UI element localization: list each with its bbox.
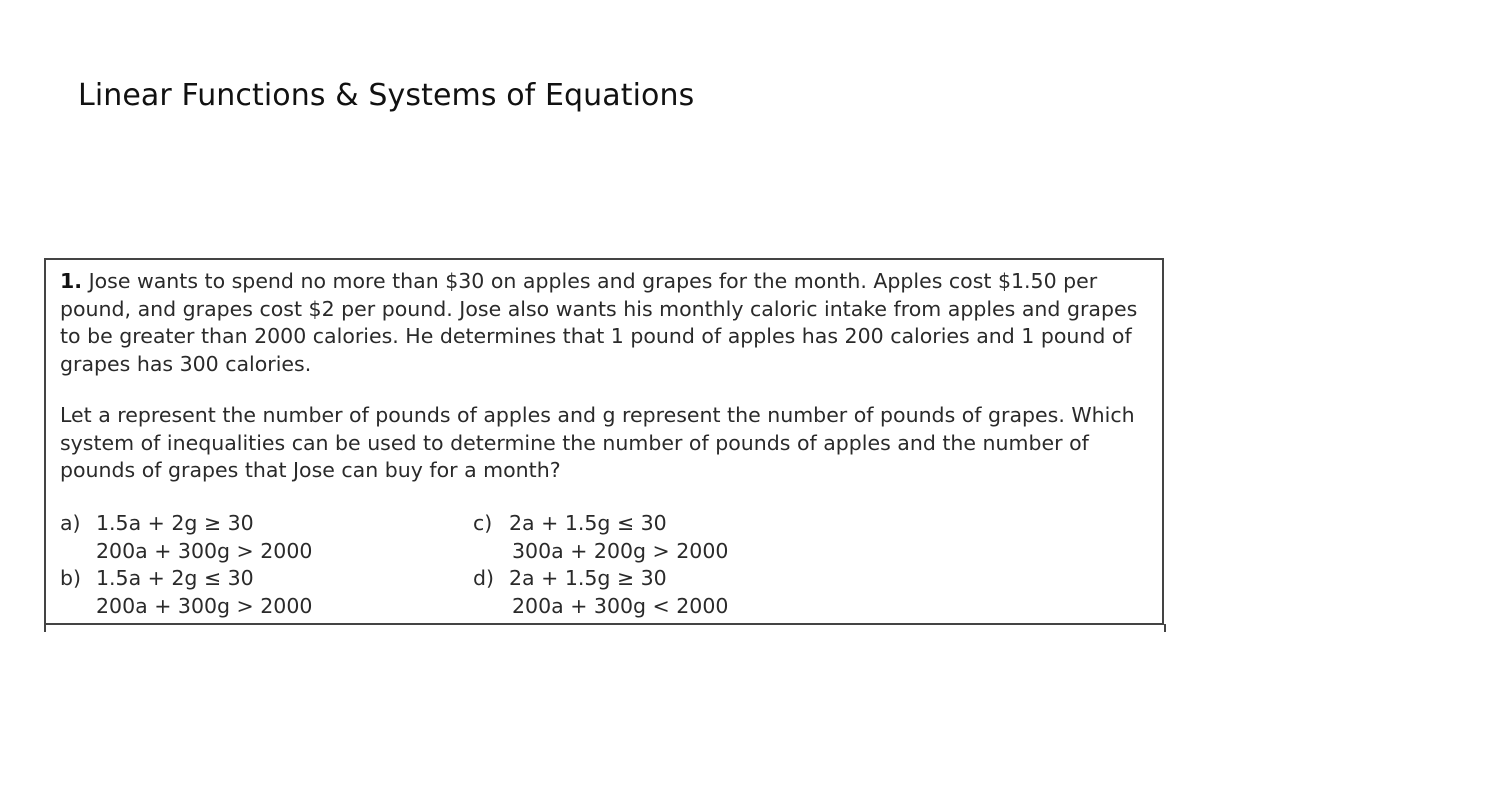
question-stem — [60, 268, 1160, 378]
choice-inequality-2: 200a + 300g > 2000 — [96, 593, 313, 618]
question-paragraph-1: Jose wants to spend no more than $30 on apples and grapes for the month. Apples cost $1.50 per pound, and grapes cost $2 per pound. Jose also wants his monthly caloric intake from apples and grapes to be greater than 2000 calories. He determines that 1 pound of apples has 200 calories and 1 pound of grapes has 300 calories. — [60, 269, 1138, 376]
choice-letter: b) — [60, 566, 82, 590]
choice-inequality-1: 2a + 1.5g ≥ 30 — [509, 566, 667, 590]
choice-letter: d) — [473, 566, 495, 590]
page-title: Linear Functions & Systems of Equations — [78, 78, 695, 113]
question-box-continuation — [44, 624, 1166, 632]
question-number: 1. — [60, 269, 83, 293]
choice-inequality-2: 300a + 200g > 2000 — [512, 538, 729, 563]
choice-letter: a) — [60, 511, 81, 535]
choice-inequality-1: 1.5a + 2g ≥ 30 — [96, 511, 254, 535]
question-paragraph-2: Let a represent the number of pounds of apples and g represent the number of pounds of grapes. Which system of inequalities can be used to determine the number of pounds of apples and the number of pounds of grapes that Jose can buy for a month? — [60, 403, 1135, 482]
choice-inequality-1: 1.5a + 2g ≤ 30 — [96, 566, 254, 590]
choice-inequality-2: 200a + 300g < 2000 — [512, 593, 729, 618]
choice-letter: c) — [473, 511, 493, 535]
choice-inequality-2: 200a + 300g > 2000 — [96, 538, 313, 563]
choice-inequality-1: 2a + 1.5g ≤ 30 — [509, 511, 667, 535]
